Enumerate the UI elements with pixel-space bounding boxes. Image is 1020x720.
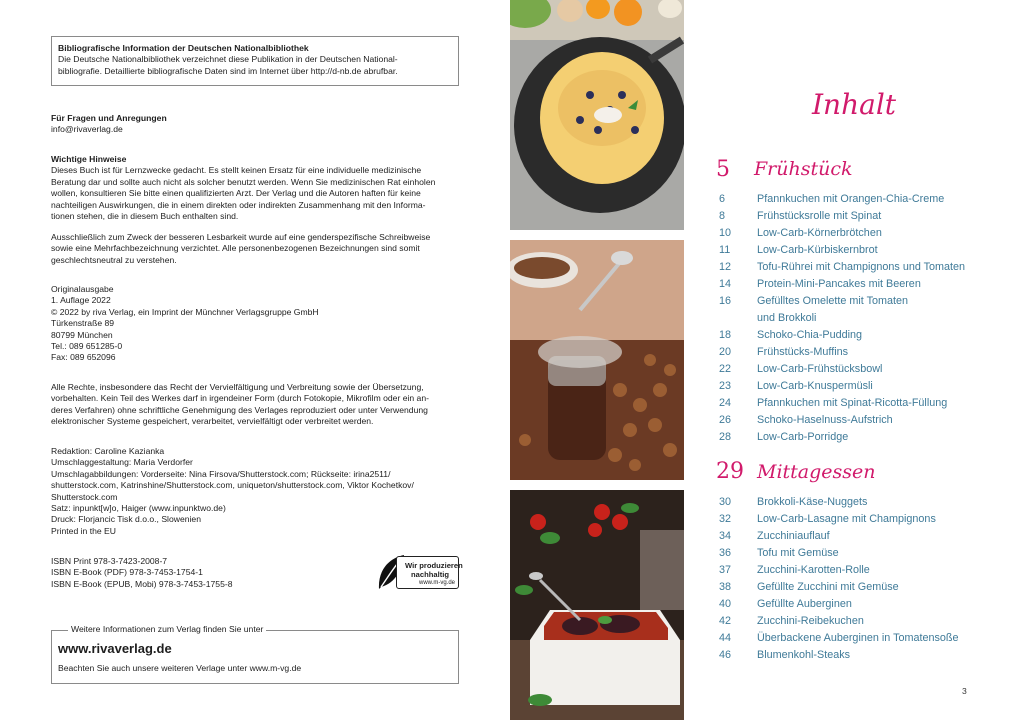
- toc-entry[interactable]: Gefüllte Auberginen: [757, 598, 852, 610]
- edition-line: Originalausgabe: [51, 284, 114, 294]
- toc-page-number: 44: [719, 632, 732, 644]
- toc-page-number: 20: [719, 346, 732, 358]
- rights-block: [51, 382, 429, 428]
- toc-page-number: 40: [719, 598, 732, 610]
- toc-entry[interactable]: Blumenkohl-Steaks: [757, 649, 851, 661]
- toc-entry-continuation[interactable]: und Brokkoli: [757, 312, 817, 324]
- toc-entry[interactable]: Low-Carb-Körnerbrötchen: [757, 227, 882, 239]
- credits-line: Satz: inpunkt[w]o, Haiger (www.inpunktwo.de): [51, 503, 226, 514]
- info-note: Beachten Sie auch unsere weiteren Verlage unter www.m-vg.de: [58, 663, 302, 673]
- toc-page-number: 30: [719, 496, 732, 508]
- sustainability-badge: [376, 553, 463, 591]
- toc-page-number: 46: [719, 649, 732, 661]
- toc-entry[interactable]: Tofu mit Gemüse: [757, 547, 839, 559]
- photo-pancakes: [510, 0, 684, 230]
- credits-line: Umschlaggestaltung: Maria Verdorfer: [51, 457, 193, 468]
- toc-entry[interactable]: Low-Carb-Kürbiskernbrot: [757, 244, 878, 256]
- badge-url: www.m-vg.de: [419, 580, 456, 586]
- contact-email[interactable]: info@rivaverlag.de: [51, 124, 123, 135]
- isbn-line: ISBN E-Book (EPUB, Mobi) 978-3-7453-1755-8: [51, 578, 233, 589]
- isbn-block: [51, 556, 233, 590]
- gender-block: [51, 232, 430, 266]
- rights-line: Alle Rechte, insbesondere das Recht der Vervielfältigung und Verbreitung sowie der Übersetzung,: [51, 382, 424, 392]
- credits-line: Umschlagabbildungen: Vorderseite: Nina Firsova/Shutterstock.com; Rückseite: irina2511/: [51, 468, 391, 479]
- toc-entry[interactable]: Pfannkuchen mit Orangen-Chia-Creme: [757, 193, 945, 205]
- toc-entry[interactable]: Gefülltes Omelette mit Tomaten: [757, 295, 909, 307]
- toc-page-number: 12: [719, 261, 732, 273]
- toc-entry[interactable]: Low-Carb-Lasagne mit Champignons: [757, 513, 936, 525]
- edition-line: Tel.: 089 651285-0: [51, 341, 123, 352]
- toc-page-number: 22: [719, 363, 732, 375]
- credits-line: Shutterstock.com: [51, 491, 118, 502]
- contact-block: [51, 113, 167, 136]
- toc-entry[interactable]: Protein-Mini-Pancakes mit Beeren: [757, 278, 921, 290]
- section-title-fruehstueck: Frühstück: [754, 158, 853, 180]
- section-page-number: 29: [716, 459, 744, 484]
- toc-entry[interactable]: Low-Carb-Porridge: [757, 431, 849, 443]
- info-url[interactable]: www.rivaverlag.de: [58, 641, 172, 656]
- toc-page-number: 23: [719, 380, 732, 392]
- toc-page-number: 14: [719, 278, 732, 290]
- contact-heading: Für Fragen und Anregungen: [51, 113, 167, 123]
- notes-line: wollen, konsultieren Sie bitte einen qualifizierten Arzt. Der Verlag und die Autoren haften für keine: [51, 188, 421, 199]
- credits-line: shutterstock.com, Katrinshine/Shutterstock.com, uniqueton/shutterstock.com, Viktor Kochetkov/: [51, 480, 414, 491]
- edition-line: 1. Auflage 2022: [51, 295, 111, 306]
- toc-title: Inhalt: [812, 88, 897, 121]
- biblio-box: [51, 36, 459, 86]
- toc-page-number: 34: [719, 530, 732, 542]
- toc-entry[interactable]: Zucchini-Karotten-Rolle: [757, 564, 870, 576]
- notes-block: [51, 154, 435, 222]
- biblio-line: Die Deutsche Nationalbibliothek verzeichnet diese Publikation in der Deutschen National-: [58, 54, 398, 65]
- toc-page-number: 11: [719, 244, 731, 256]
- isbn-line: ISBN Print 978-3-7423-2008-7: [51, 556, 168, 566]
- gender-line: geschlechtsneutral zu verstehen.: [51, 254, 177, 265]
- section-title-mittagessen: Mittagessen: [757, 461, 876, 483]
- notes-line: nachteiligen Auswirkungen, die in einem direkten oder indirekten Zusammenhang mit den Informa-: [51, 199, 426, 210]
- rights-line: vorbehalten. Kein Teil des Werkes darf in irgendeiner Form (durch Fotokopie, Mikrofilm oder ein an-: [51, 393, 429, 404]
- page-number: 3: [962, 686, 967, 696]
- toc-page-number: 16: [719, 295, 732, 307]
- toc-page-number: 42: [719, 615, 732, 627]
- notes-line: Dieses Buch ist für Lernzwecke gedacht. Es stellt keinen Ersatz für eine individuelle medizinische: [51, 165, 422, 176]
- toc-page-number: 32: [719, 513, 732, 525]
- edition-line: © 2022 by riva Verlag, ein Imprint der Münchner Verlagsgruppe GmbH: [51, 306, 319, 317]
- rights-line: elektronischer Systeme gespeichert, verarbeitet, vervielfältigt oder verbreitet werden.: [51, 416, 374, 427]
- gender-line: Ausschließlich zum Zweck der besseren Lesbarkeit wurde auf eine genderspezifische Schreibweise: [51, 232, 431, 242]
- rights-line: deres Verfahren) ohne schriftliche Genehmigung des Verlages reproduziert oder unter Verwendung: [51, 404, 428, 415]
- photo-hazelnut: [510, 240, 684, 480]
- credits-line: Redaktion: Caroline Kazianka: [51, 446, 165, 456]
- edition-line: Türkenstraße 89: [51, 318, 115, 329]
- toc-entry[interactable]: Frühstücksrolle mit Spinat: [757, 210, 882, 222]
- toc-entry[interactable]: Gefüllte Zucchini mit Gemüse: [757, 581, 899, 593]
- toc-page-number: 6: [719, 193, 726, 205]
- toc-entry[interactable]: Brokkoli-Käse-Nuggets: [757, 496, 868, 508]
- credits-line: Druck: Florjancic Tisk d.o.o., Slowenien: [51, 514, 201, 525]
- isbn-line: ISBN E-Book (PDF) 978-3-7453-1754-1: [51, 567, 203, 578]
- badge-line1: Wir produzieren: [405, 561, 463, 570]
- photo-eggplant: [510, 490, 684, 720]
- biblio-heading: Bibliografische Information der Deutschen Nationalbibliothek: [58, 43, 309, 53]
- edition-block: [51, 284, 319, 364]
- biblio-line: bibliografie. Detaillierte bibliografische Daten sind im Internet über http://d-nb.de abrufbar.: [58, 65, 398, 76]
- edition-line: 80799 München: [51, 329, 113, 340]
- toc-page-number: 8: [719, 210, 726, 222]
- notes-line: tionen stehen, die in diesem Buch enthalten sind.: [51, 211, 239, 222]
- toc-page-number: 28: [719, 431, 732, 443]
- toc-entry[interactable]: Zucchini-Reibekuchen: [757, 615, 864, 627]
- toc-entry[interactable]: Low-Carb-Frühstücksbowl: [757, 363, 883, 375]
- toc-entry[interactable]: Schoko-Haselnuss-Aufstrich: [757, 414, 893, 426]
- toc-page-number: 36: [719, 547, 732, 559]
- toc-page-number: 26: [719, 414, 732, 426]
- info-legend: Weitere Informationen zum Verlag finden Sie unter: [68, 624, 266, 635]
- info-box: [51, 624, 459, 684]
- credits-line: Printed in the EU: [51, 525, 116, 536]
- gender-line: sowie eine Mehrfachbezeichnung verzichtet. Alle personenbezogenen Bezeichnungen sind somit: [51, 243, 420, 254]
- section-page-number: 5: [716, 157, 730, 182]
- notes-line: Beratung dar und sollte auch nicht als solcher benutzt werden. Wenn Sie medizinischen Rat einholen: [51, 176, 436, 187]
- toc-page-number: 38: [719, 581, 732, 593]
- toc-page-number: 37: [719, 564, 732, 576]
- edition-line: Fax: 089 652096: [51, 352, 116, 363]
- credits-block: [51, 446, 414, 537]
- notes-heading: Wichtige Hinweise: [51, 154, 127, 164]
- toc-entry[interactable]: Überbackene Auberginen in Tomatensoße: [757, 632, 959, 644]
- toc-entry[interactable]: Tofu-Rührei mit Champignons und Tomaten: [757, 261, 966, 273]
- toc-page-number: 18: [719, 329, 732, 341]
- badge-line2: nachhaltig: [411, 570, 449, 579]
- toc-entry[interactable]: Frühstücks-Muffins: [757, 346, 848, 358]
- toc-entry[interactable]: Pfannkuchen mit Spinat-Ricotta-Füllung: [757, 397, 948, 409]
- toc-entry[interactable]: Zucchiniauflauf: [757, 530, 830, 542]
- toc-page-number: 24: [719, 397, 732, 409]
- toc-page-number: 10: [719, 227, 732, 239]
- toc-entry[interactable]: Low-Carb-Knuspermüsli: [757, 380, 873, 392]
- toc-entry[interactable]: Schoko-Chia-Pudding: [757, 329, 863, 341]
